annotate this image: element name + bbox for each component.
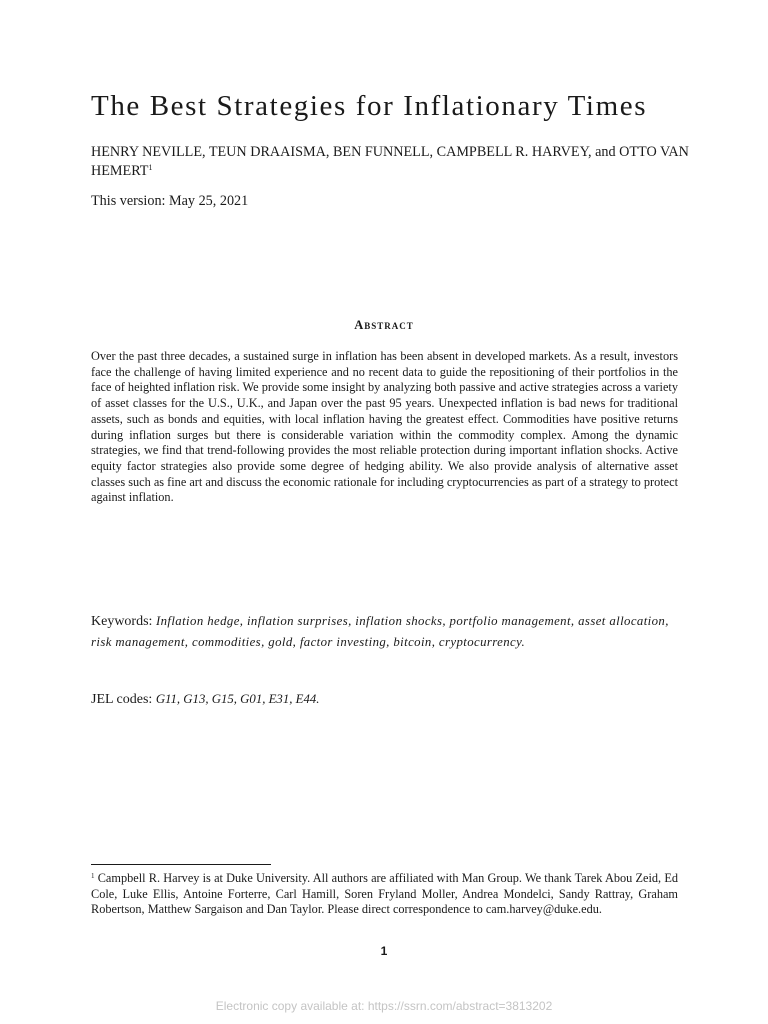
author-list bbox=[91, 143, 691, 181]
abstract-text: Over the past three decades, a sustained surge in inflation has been absent in developed markets. As a result, investors face the challenge of having limited experience and no recent data to guide the repositioning of their portfolios in the face of heighted inflation risk. We provide some insight by analyzing both passive and active strategies across a variety of asset classes for the U.S., U.K., and Japan over the past 95 years. Unexpected inflation is bad news for traditional assets, such as bonds and equities, with local inflation having the greatest effect. Commodities have positive returns during inflation surges but there is considerable variation within the commodity complex. Among the dynamic strategies, we find that trend-following provides the most reliable protection during important inflation shocks. Active equity factor strategies also provide some degree of hedging ability. We also provide analysis of alternative asset classes such as fine art and discuss the economic rationale for including cryptocurrencies as part of a strategy to protect against inflation. bbox=[91, 349, 678, 505]
footnote bbox=[91, 871, 678, 918]
footnote-marker: 1 bbox=[91, 872, 95, 880]
footnote-divider bbox=[91, 864, 271, 865]
paper-title: The Best Strategies for Inflationary Times bbox=[91, 90, 648, 122]
abstract-heading: Abstract bbox=[354, 318, 414, 332]
jel-label: JEL codes: bbox=[91, 692, 153, 707]
version-date: This version: May 25, 2021 bbox=[91, 193, 249, 209]
keywords-label: Keywords: bbox=[91, 614, 153, 629]
author-footnote-marker: 1 bbox=[148, 163, 153, 172]
author-names: HENRY NEVILLE, TEUN DRAAISMA, BEN FUNNELL, CAMPBELL R. HARVEY, and OTTO VAN HEMERT bbox=[91, 144, 689, 179]
ssrn-availability-note: Electronic copy available at: https://ssrn.com/abstract=3813202 bbox=[215, 999, 553, 1013]
footnote-text: Campbell R. Harvey is at Duke University. All authors are affiliated with Man Group. We thank Tarek Abou Zeid, Ed Cole, Luke Ellis, Antoine Forterre, Carl Hamill, Soren Fryland Moller, Andrea Mondelci, Sandy Rattray, Graham Robertson, Matthew Sargaison and Dan Taylor. Please direct correspondence to cam.harvey@duke.edu. bbox=[91, 871, 678, 916]
keywords-section bbox=[91, 611, 678, 653]
jel-codes-values: G11, G13, G15, G01, E31, E44. bbox=[155, 692, 320, 706]
keywords-values: Inflation hedge, inflation surprises, inflation shocks, portfolio management, asset allocation, risk management, commodities, gold, factor investing, bitcoin, cryptocurrency. bbox=[91, 614, 669, 649]
jel-codes-section bbox=[91, 692, 319, 708]
page-number: 1 bbox=[380, 944, 388, 958]
